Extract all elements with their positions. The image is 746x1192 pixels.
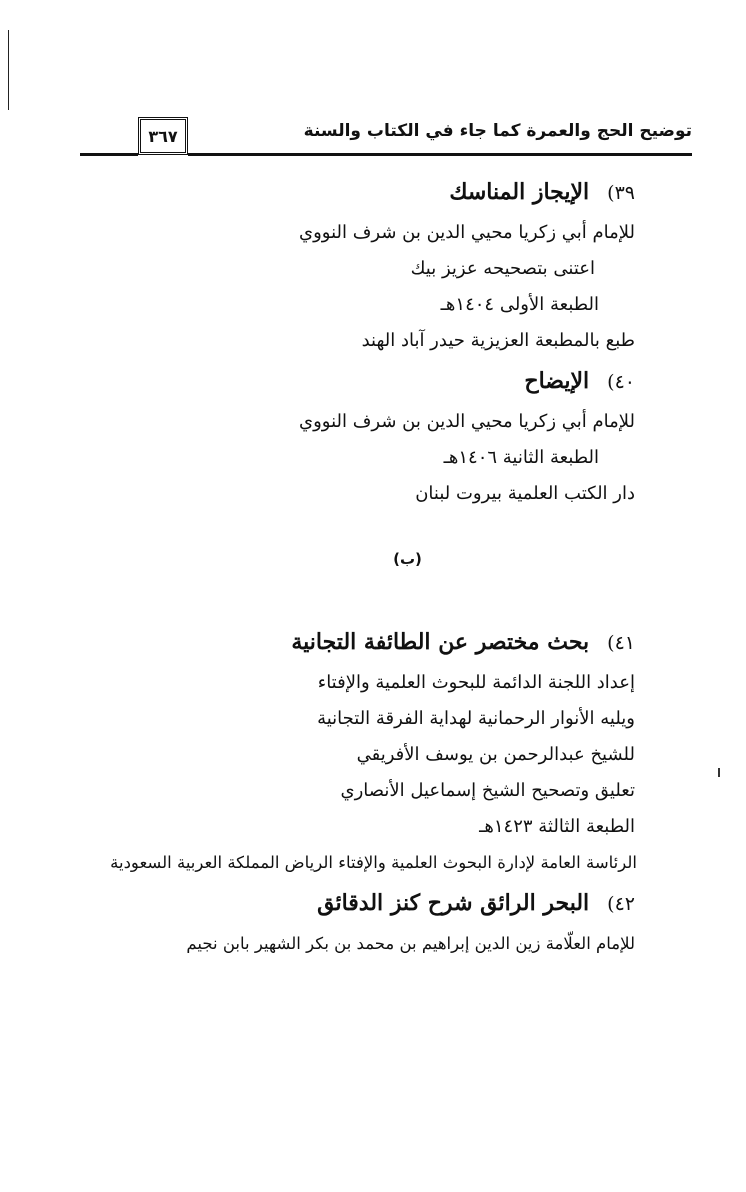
running-head-title: توضيح الحج والعمرة كما جاء في الكتاب والسنة bbox=[303, 121, 692, 141]
entry-40 bbox=[60, 359, 635, 512]
entry-line: الطبعة الثالثة ١٤٢٣هـ bbox=[479, 816, 635, 837]
entry-title-text: بحث مختصر عن الطائفة التجانية bbox=[291, 629, 590, 655]
entry-line: طبع بالمطبعة العزيزية حيدر آباد الهند bbox=[361, 330, 635, 351]
section-marker-b: (ب) bbox=[393, 550, 422, 568]
scan-speck bbox=[718, 768, 720, 777]
page-number-box bbox=[138, 117, 188, 155]
entry-line: اعتنى بتصحيحه عزيز بيك bbox=[410, 258, 595, 279]
entry-title bbox=[60, 620, 635, 665]
entry-line: للإمام أبي زكريا محيي الدين بن شرف النووي bbox=[299, 222, 635, 243]
header-rule-left bbox=[80, 153, 138, 156]
entry-line: إعداد اللجنة الدائمة للبحوث العلمية والإفتاء bbox=[317, 672, 635, 693]
entry-number: ٤٢) bbox=[607, 893, 635, 915]
entry-number: ٤٠) bbox=[607, 371, 635, 393]
entry-line: للإمام أبي زكريا محيي الدين بن شرف النووي bbox=[299, 411, 635, 432]
page-number: ٣٦٧ bbox=[148, 126, 178, 146]
header-rule-right bbox=[188, 153, 692, 156]
entry-line: الطبعة الأولى ١٤٠٤هـ bbox=[440, 294, 599, 315]
entry-42 bbox=[60, 881, 635, 962]
entry-line: دار الكتب العلمية بيروت لبنان bbox=[415, 483, 635, 504]
entry-title-text: الإيضاح bbox=[524, 368, 590, 394]
entry-title bbox=[60, 359, 635, 404]
entry-41 bbox=[60, 620, 635, 881]
entry-number: ٣٩) bbox=[607, 182, 635, 204]
entry-line: للشيخ عبدالرحمن بن يوسف الأفريقي bbox=[356, 744, 635, 765]
bibliography-content bbox=[60, 170, 635, 962]
entry-number: ٤١) bbox=[607, 632, 635, 654]
entry-title bbox=[60, 170, 635, 215]
entry-line: ويليه الأنوار الرحمانية لهداية الفرقة التجانية bbox=[317, 708, 635, 729]
entry-line: تعليق وتصحيح الشيخ إسماعيل الأنصاري bbox=[340, 780, 635, 801]
entry-title bbox=[60, 881, 635, 926]
entry-title-text: البحر الرائق شرح كنز الدقائق bbox=[317, 890, 590, 916]
page-header bbox=[80, 115, 692, 175]
entry-39 bbox=[60, 170, 635, 359]
entry-line: الطبعة الثانية ١٤٠٦هـ bbox=[443, 447, 599, 468]
entry-line: للإمام العلّامة زين الدين إبراهيم بن محمد بن بكر الشهير بابن نجيم bbox=[186, 934, 635, 953]
entry-title-text: الإيجاز المناسك bbox=[449, 179, 590, 205]
scan-edge-mark bbox=[8, 30, 9, 110]
entry-line: الرئاسة العامة لإدارة البحوث العلمية والإفتاء الرياض المملكة العربية السعودية bbox=[110, 853, 637, 872]
